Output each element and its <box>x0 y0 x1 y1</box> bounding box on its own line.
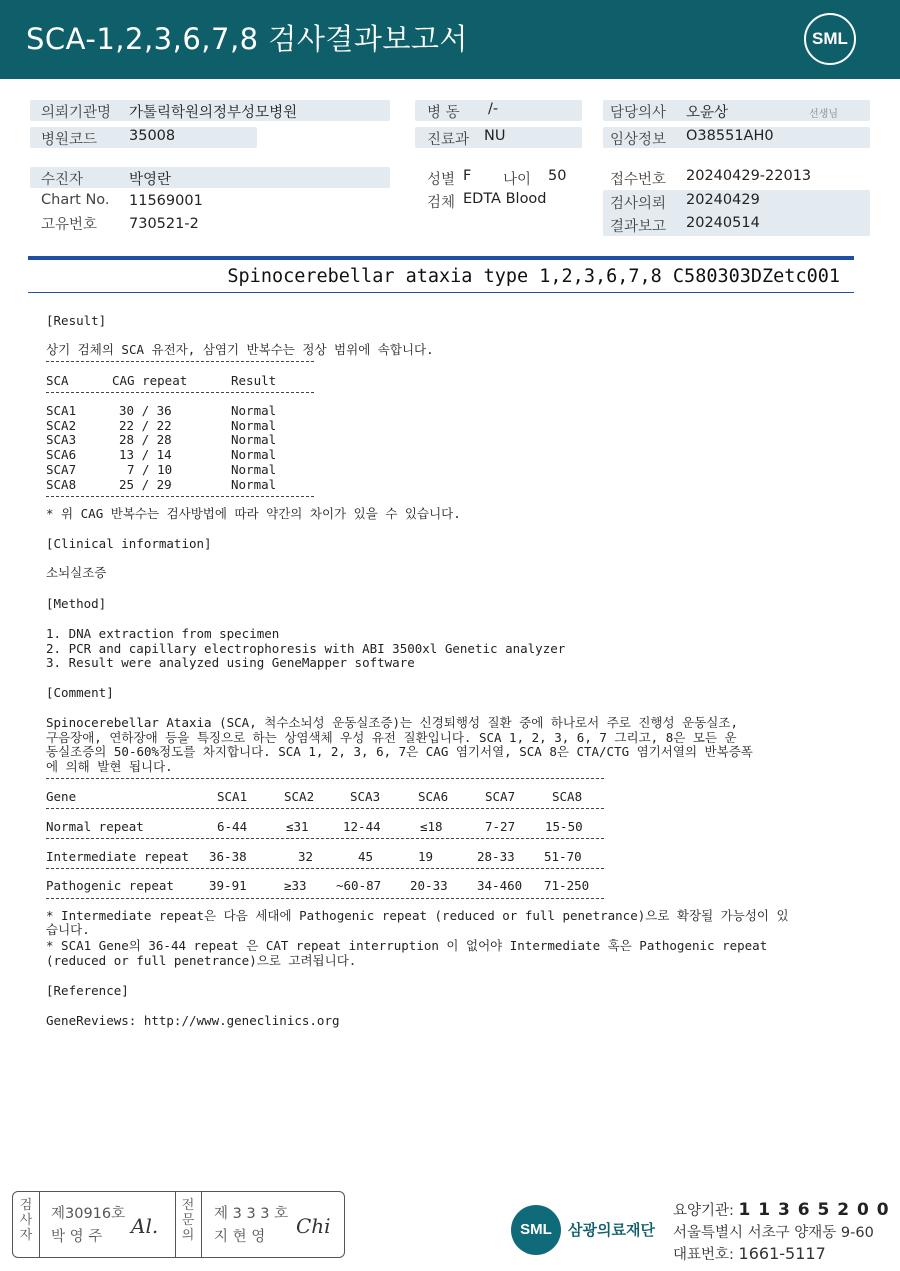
specimen-label: 검체 <box>427 195 456 211</box>
org-address: 서울특별시 서초구 양재동 9-60 <box>673 1225 874 1241</box>
info-bar <box>30 167 390 188</box>
comment-line: 구음장애, 연하장애 등을 특징으로 하는 상염색체 우성 유전 질환입니다. SCA 1, 2, 3, 6, 7 그리고, 8은 모든 운 <box>46 730 737 745</box>
signature-box <box>12 1191 345 1258</box>
comment-note: 습니다. <box>46 922 90 937</box>
sml-logo: SML <box>804 13 856 65</box>
doctor-suffix: 선생님 <box>809 109 838 120</box>
checker-name: 박 영 주 <box>51 1229 103 1245</box>
receipt-label: 접수번호 <box>610 172 667 188</box>
result-gene: SCA2 <box>46 418 77 433</box>
sex-value: F <box>463 168 472 184</box>
specialist-label: 전 문 의 <box>181 1198 195 1243</box>
result-gene: SCA7 <box>46 462 77 477</box>
range-cell: 6-44 <box>217 819 248 834</box>
result-gene: SCA3 <box>46 432 77 447</box>
ward-value: /- <box>488 101 499 117</box>
test-title: Spinocerebellar ataxia type 1,2,3,6,7,8 C580303DZetc001 <box>227 266 840 287</box>
clinical-value: O38551AH0 <box>686 128 774 144</box>
comment-note: * Intermediate repeat은 다음 세대에 Pathogenic repeat (reduced or full penetrance)으로 확장될 가능성이 있 <box>46 908 789 923</box>
phone-number: 1661-5117 <box>738 1244 826 1263</box>
section-rule <box>28 292 854 293</box>
institution-label: 의뢰기관명 <box>41 105 112 121</box>
result-gene: SCA8 <box>46 477 77 492</box>
divider <box>46 778 604 779</box>
range-header: Gene <box>46 789 77 804</box>
specialist-name: 지 현 영 <box>214 1229 266 1245</box>
checker-signature: Al. <box>131 1214 159 1238</box>
range-cell: 39-91 <box>209 878 247 893</box>
reference-heading: [Reference] <box>46 983 129 998</box>
patient-label: 수진자 <box>41 172 84 188</box>
result-repeat: 30 / 36 <box>119 403 172 418</box>
comment-line: Spinocerebellar Ataxia (SCA, 척수소뇌성 운동실조증)는 신경퇴행성 질환 중에 하나로서 주로 진행성 운동실조, <box>46 715 738 730</box>
sex-label: 성별 <box>427 172 456 188</box>
patient-value: 박영란 <box>129 172 172 188</box>
range-cell: 45 <box>358 849 374 864</box>
report-header <box>0 0 900 79</box>
result-status: Normal <box>231 447 277 462</box>
range-cell: 28-33 <box>477 849 515 864</box>
box-divider <box>175 1192 176 1257</box>
reference-text: GeneReviews: http://www.geneclinics.org <box>46 1013 340 1028</box>
divider <box>46 838 604 839</box>
result-gene: SCA1 <box>46 403 77 418</box>
doctor-label: 담당의사 <box>610 105 667 121</box>
request-value: 20240429 <box>686 192 760 208</box>
care-number-line <box>673 1199 890 1220</box>
range-cell: 20-33 <box>410 878 448 893</box>
result-repeat: 7 / 10 <box>127 462 173 477</box>
report-title: SCA-1,2,3,6,7,8 검사결과보고서 <box>26 22 468 56</box>
clinical-heading: [Clinical information] <box>46 536 212 551</box>
result-status: Normal <box>231 462 277 477</box>
box-divider <box>39 1192 40 1257</box>
result-heading: [Result] <box>46 313 107 328</box>
box-divider <box>201 1192 202 1257</box>
divider <box>46 361 314 362</box>
range-header: SCA3 <box>350 789 381 804</box>
divider <box>46 868 604 869</box>
result-status: Normal <box>231 403 277 418</box>
org-name: 삼광의료재단 <box>568 1221 655 1239</box>
chart-value: 11569001 <box>129 193 203 209</box>
care-number: 1 1 3 6 5 2 0 0 <box>738 1200 890 1220</box>
range-cell: 34-460 <box>477 878 523 893</box>
age-value: 50 <box>548 168 567 184</box>
divider <box>46 808 604 809</box>
sml-footer-logo: SML <box>511 1205 561 1255</box>
comment-line: 동실조증의 50-60%정도를 차지합니다. SCA 1, 2, 3, 6, 7은 CAG 염기서열, SCA 8은 CTA/CTG 염기서열의 반복증폭 <box>46 744 753 759</box>
range-label: Pathogenic repeat <box>46 878 174 893</box>
comment-line: 에 의해 발현 됩니다. <box>46 759 173 774</box>
checker-number: 제30916호 <box>51 1206 126 1222</box>
range-cell: ≤31 <box>286 819 309 834</box>
clinical-text: 소뇌실조증 <box>46 565 107 580</box>
result-status: Normal <box>231 477 277 492</box>
method-line: 1. DNA extraction from specimen <box>46 626 280 641</box>
result-status: Normal <box>231 418 277 433</box>
range-cell: 19 <box>418 849 434 864</box>
care-label: 요양기관: <box>673 1203 734 1219</box>
phone-label: 대표번호: <box>673 1247 734 1263</box>
result-col-header: CAG repeat <box>112 373 188 388</box>
range-cell: ~60-87 <box>336 878 382 893</box>
chart-label: Chart No. <box>41 192 110 208</box>
range-header: SCA6 <box>418 789 449 804</box>
doctor-value: 오윤상 <box>686 105 729 121</box>
result-summary: 상기 검체의 SCA 유전자, 삼염기 반복수는 정상 범위에 속합니다. <box>46 342 434 357</box>
range-cell: 71-250 <box>544 878 590 893</box>
dept-label: 진료과 <box>427 132 470 148</box>
range-cell: ≤18 <box>420 819 443 834</box>
range-cell: 32 <box>298 849 314 864</box>
specialist-signature: Chi <box>296 1214 331 1238</box>
hospital-code-value: 35008 <box>129 128 176 144</box>
phone-line <box>673 1243 826 1264</box>
range-header: SCA8 <box>552 789 583 804</box>
specimen-value: EDTA Blood <box>463 191 547 207</box>
institution-value: 가톨릭학원의정부성모병원 <box>129 105 298 121</box>
range-header: SCA1 <box>217 789 248 804</box>
method-heading: [Method] <box>46 596 107 611</box>
range-header: SCA7 <box>485 789 516 804</box>
result-repeat: 22 / 22 <box>119 418 172 433</box>
age-label: 나이 <box>503 172 532 188</box>
divider <box>46 392 314 393</box>
result-status: Normal <box>231 432 277 447</box>
range-cell: 15-50 <box>545 819 583 834</box>
receipt-value: 20240429-22013 <box>686 168 812 184</box>
divider <box>46 898 604 899</box>
method-line: 2. PCR and capillary electrophoresis with ABI 3500xl Genetic analyzer <box>46 641 566 656</box>
unique-value: 730521-2 <box>129 216 199 232</box>
request-label: 검사의뢰 <box>610 196 667 212</box>
ward-label: 병 동 <box>427 105 460 121</box>
comment-note: * SCA1 Gene의 36-44 repeat 은 CAT repeat interruption 이 없어야 Intermediate 혹은 Pathogenic repeat <box>46 938 768 953</box>
clinical-label: 임상정보 <box>610 132 667 148</box>
section-rule <box>28 256 854 260</box>
range-label: Normal repeat <box>46 819 144 834</box>
specialist-number: 제 3 3 3 호 <box>214 1206 289 1222</box>
result-repeat: 28 / 28 <box>119 432 172 447</box>
range-label: Intermediate repeat <box>46 849 189 864</box>
result-gene: SCA6 <box>46 447 77 462</box>
dept-value: NU <box>484 128 506 144</box>
result-col-header: Result <box>231 373 277 388</box>
comment-note: (reduced or full penetrance)으로 고려됩니다. <box>46 953 357 968</box>
divider <box>46 496 314 497</box>
report-label: 결과보고 <box>610 219 667 235</box>
comment-heading: [Comment] <box>46 685 114 700</box>
hospital-code-label: 병원코드 <box>41 132 98 148</box>
method-line: 3. Result were analyzed using GeneMapper software <box>46 655 415 670</box>
result-col-header: SCA <box>46 373 69 388</box>
range-cell: 51-70 <box>544 849 582 864</box>
range-cell: ≥33 <box>284 878 307 893</box>
range-cell: 12-44 <box>343 819 381 834</box>
result-repeat: 25 / 29 <box>119 477 172 492</box>
range-header: SCA2 <box>284 789 315 804</box>
checker-label: 검 사 자 <box>19 1198 33 1243</box>
range-cell: 36-38 <box>209 849 247 864</box>
unique-label: 고유번호 <box>41 217 98 233</box>
result-repeat: 13 / 14 <box>119 447 172 462</box>
range-cell: 7-27 <box>485 819 516 834</box>
result-note: * 위 CAG 반복수는 검사방법에 따라 약간의 차이가 있을 수 있습니다. <box>46 506 461 521</box>
report-value: 20240514 <box>686 215 760 231</box>
